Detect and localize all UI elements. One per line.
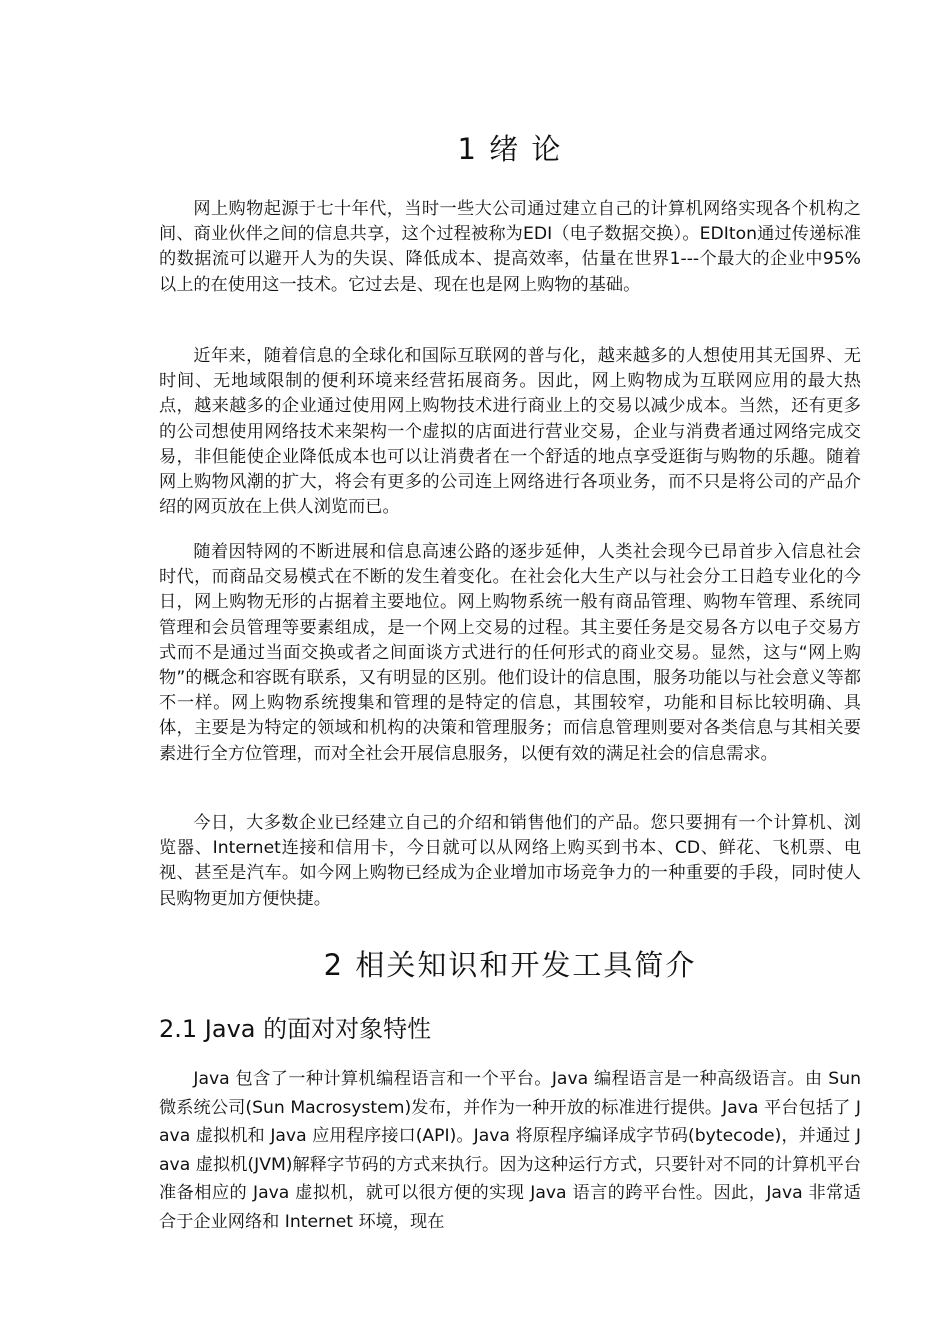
chapter-1-paragraph-3: 随着因特网的不断进展和信息高速公路的逐步延伸，人类社会现今已昂首步入信息社会时代，而商品交易模式在不断的发生着变化。在社会化大生产以与社会分工日趋专业化的今日，网上购物无形的占据着主要地位。网上购物系统一般有商品管理、购物车管理、系统同管理和会员管理等要素组成，是一个网上交易的过程。其主要任务是交易各方以电子交易方式而不是通过当面交换或者之间面谈方式进行的任何形式的商业交易。显然，这与“网上购物”的概念和容既有联系，又有明显的区别。他们设计的信息围，服务功能以与社会意义等都不一样。网上购物系统搜集和管理的是特定的信息，其围较窄，功能和目标比较明确、具体，主要是为特定的领域和机构的决策和管理服务；而信息管理则要对各类信息与其相关要素进行全方位管理，而对全社会开展信息服务，以便有效的满足社会的信息需求。 <box>159 542 861 764</box>
section-2-1-paragraph: Java 包含了一种计算机编程语言和一个平台。Java 编程语言是一种高级语言。由 Sun 微系统公司(Sun Macrosystem)发布，并作为一种开放的标准进行提供。Java 平台包括了 Java 虚拟机和 Java 应用程序接口(API)。Java 将原程序编译成字节码(bytecode)，并通过 Java 虚拟机(JVM)解释字节码的方式来执行。因为这种运行方式，只要针对不同的计算机平台准备相应的 Java 虚拟机，就可以很方便的实现 Java 语言的跨平台性。因此，Java 非常适合于企业网络和 Internet 环境，现在 <box>159 1069 861 1232</box>
chapter-1-paragraph-1: 网上购物起源于七十年代，当时一些大公司通过建立自己的计算机网络实现各个机构之间、商业伙伴之间的信息共享，这个过程被称为EDI（电子数据交换）。EDIton通过传递标准的数据流可以避开人为的失误、降低成本、提高效率，估量在世界1---个最大的企业中95%以上的在使用这一技术。它过去是、现在也是网上购物的基础。 <box>159 199 861 295</box>
chapter-1-paragraph-2: 近年来，随着信息的全球化和国际互联网的普与化，越来越多的人想使用其无国界、无时间、无地域限制的便利环境来经营拓展商务。因此，网上购物成为互联网应用的最大热点，越来越多的企业通过使用网上购物技术进行商业上的交易以减少成本。当然，还有更多的公司想使用网络技术来架构一个虚拟的店面进行营业交易，企业与消费者通过网络完成交易，非但能使企业降低成本也可以让消费者在一个舒适的地点享受逛街与购物的乐趣。随着网上购物风潮的扩大，将会有更多的公司连上网络进行各项业务，而不只是将公司的产品介绍的网页放在上供人浏览而已。 <box>159 346 861 518</box>
section-2-1-heading: 2.1 Java 的面对对象特性 <box>159 1015 432 1043</box>
chapter-1-paragraph-4: 今日，大多数企业已经建立自己的介绍和销售他们的产品。您只要拥有一个计算机、浏览器、Internet连接和信用卡，今日就可以从网络上购买到书本、CD、鲜花、飞机票、电视、甚至是汽车。如今网上购物已经成为企业增加市场竞争力的一种重要的手段，同时使人民购物更加方便快捷。 <box>159 813 861 909</box>
chapter-2-title: 2 相关知识和开发工具简介 <box>323 948 697 982</box>
chapter-1-title: 1 绪 论 <box>457 132 563 166</box>
